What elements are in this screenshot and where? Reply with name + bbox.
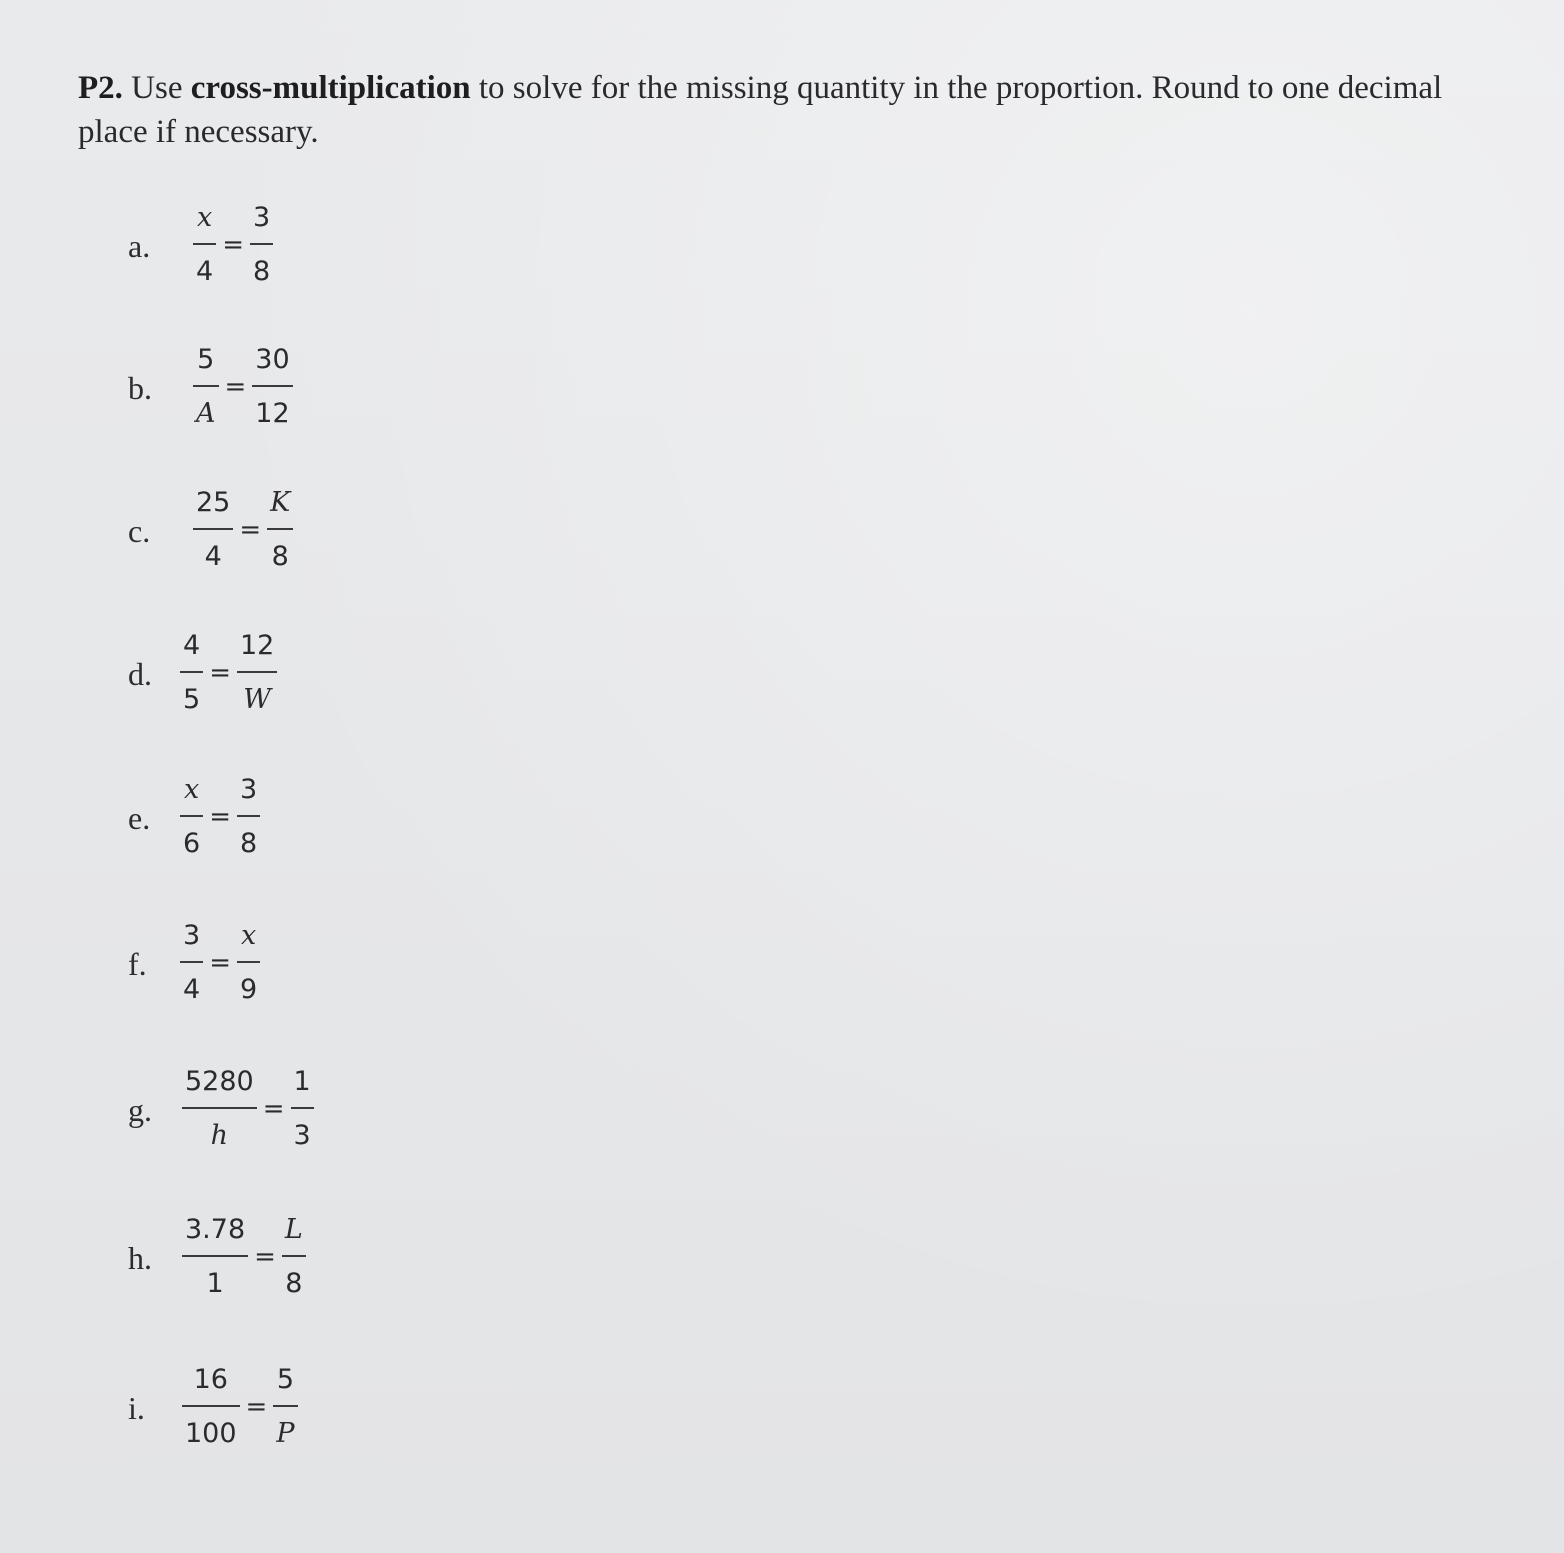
fraction-bar	[291, 1107, 314, 1109]
problem-i	[0, 1362, 600, 1452]
right-fraction	[237, 773, 260, 861]
fraction-bar	[237, 961, 260, 963]
right-denominator: 3	[293, 1120, 311, 1151]
equals-sign: =	[209, 802, 231, 832]
instructions-emphasis: cross-multiplication	[190, 70, 471, 106]
fraction-bar	[180, 815, 203, 817]
right-numerator: L	[284, 1214, 303, 1245]
proportion-equation	[182, 1064, 314, 1154]
equals-sign: =	[239, 515, 262, 545]
left-denominator: 6	[183, 828, 201, 859]
equals-sign: =	[222, 230, 244, 260]
right-denominator: 8	[252, 256, 271, 287]
fraction-bar	[237, 815, 260, 817]
right-fraction	[282, 1213, 306, 1301]
left-fraction	[180, 919, 203, 1007]
proportion-equation	[182, 1362, 298, 1452]
left-denominator: 1	[206, 1268, 224, 1299]
fraction-bar	[252, 385, 292, 387]
proportion-equation	[193, 485, 293, 575]
right-numerator: 30	[255, 344, 290, 375]
problem-b	[0, 342, 600, 432]
fraction-bar	[267, 528, 293, 530]
right-fraction	[237, 919, 260, 1007]
right-denominator: 9	[239, 974, 258, 1005]
problem-number: P2.	[78, 70, 123, 106]
left-fraction	[180, 629, 203, 717]
right-numerator: 3	[252, 202, 271, 233]
problem-label: e.	[128, 800, 151, 836]
left-fraction	[182, 1363, 240, 1451]
right-numerator: 1	[293, 1066, 311, 1097]
equals-sign: =	[254, 1242, 276, 1272]
fraction-bar	[193, 385, 219, 387]
left-numerator: 3	[183, 920, 201, 951]
right-denominator: W	[243, 684, 272, 715]
equals-sign: =	[224, 372, 247, 402]
fraction-bar	[273, 1405, 297, 1407]
fraction-bar	[182, 1255, 248, 1257]
left-fraction	[182, 1213, 248, 1301]
problem-label: b.	[128, 370, 152, 406]
problem-label: d.	[128, 656, 152, 692]
instructions-text-after: to solve for the missing quantity in the proportion. Round to one decimal place if necessary.	[78, 70, 1443, 150]
right-numerator: 12	[239, 630, 275, 661]
fraction-bar	[282, 1255, 306, 1257]
equals-sign: =	[262, 1094, 285, 1124]
problem-label: c.	[128, 513, 151, 549]
problem-label: a.	[128, 228, 151, 264]
problem-label: i.	[128, 1390, 145, 1426]
proportion-equation	[193, 342, 293, 432]
left-fraction	[193, 486, 233, 574]
right-fraction	[273, 1363, 297, 1451]
left-numerator: 5	[197, 344, 215, 375]
left-denominator: A	[196, 398, 216, 429]
left-denominator: 100	[185, 1418, 237, 1449]
right-denominator: 8	[271, 541, 289, 572]
right-fraction	[250, 201, 273, 289]
problem-d	[0, 628, 600, 718]
left-fraction	[180, 773, 203, 861]
fraction-bar	[180, 961, 203, 963]
left-denominator: 4	[183, 974, 201, 1005]
right-fraction	[252, 343, 292, 431]
left-denominator: 4	[204, 541, 222, 572]
problem-a	[0, 200, 600, 290]
right-numerator: K	[270, 487, 291, 518]
left-numerator: x	[183, 774, 200, 805]
fraction-bar	[180, 671, 203, 673]
equals-sign: =	[209, 658, 231, 688]
proportion-equation	[180, 772, 260, 862]
left-numerator: 25	[196, 487, 231, 518]
proportion-equation	[193, 200, 273, 290]
left-fraction	[182, 1065, 257, 1153]
problem-h	[0, 1212, 600, 1302]
fraction-bar	[182, 1107, 257, 1109]
fraction-bar	[193, 243, 216, 245]
instructions-text-before: Use	[122, 70, 191, 106]
left-denominator: 5	[183, 684, 201, 715]
left-numerator: 16	[193, 1364, 228, 1395]
proportion-equation	[180, 918, 260, 1008]
left-numerator: 3.78	[185, 1214, 246, 1245]
problem-f	[0, 918, 600, 1008]
problem-label: h.	[128, 1240, 152, 1276]
left-numerator: 4	[183, 630, 201, 661]
problem-instructions	[78, 66, 1498, 154]
right-denominator: 8	[285, 1268, 303, 1299]
fraction-bar	[250, 243, 273, 245]
right-fraction	[291, 1065, 314, 1153]
fraction-bar	[182, 1405, 240, 1407]
right-fraction	[237, 629, 277, 717]
proportion-equation	[180, 628, 277, 718]
fraction-bar	[237, 671, 277, 673]
equals-sign: =	[209, 948, 231, 978]
left-denominator: 4	[196, 256, 214, 287]
left-fraction	[193, 201, 216, 289]
problem-label: f.	[128, 946, 147, 982]
right-denominator: 8	[239, 828, 258, 859]
equals-sign: =	[245, 1392, 268, 1422]
right-numerator: 3	[239, 774, 258, 805]
proportion-equation	[182, 1212, 306, 1302]
problem-e	[0, 772, 600, 862]
problem-label: g.	[128, 1092, 152, 1128]
left-fraction	[193, 343, 219, 431]
right-fraction	[267, 486, 293, 574]
left-denominator: h	[210, 1120, 229, 1151]
problem-c	[0, 485, 600, 575]
right-denominator: P	[276, 1418, 295, 1449]
left-numerator: x	[196, 202, 213, 233]
problem-g	[0, 1064, 600, 1154]
fraction-bar	[193, 528, 233, 530]
right-numerator: x	[240, 920, 257, 951]
left-numerator: 5280	[185, 1066, 254, 1097]
right-denominator: 12	[255, 398, 290, 429]
right-numerator: 5	[276, 1364, 295, 1395]
